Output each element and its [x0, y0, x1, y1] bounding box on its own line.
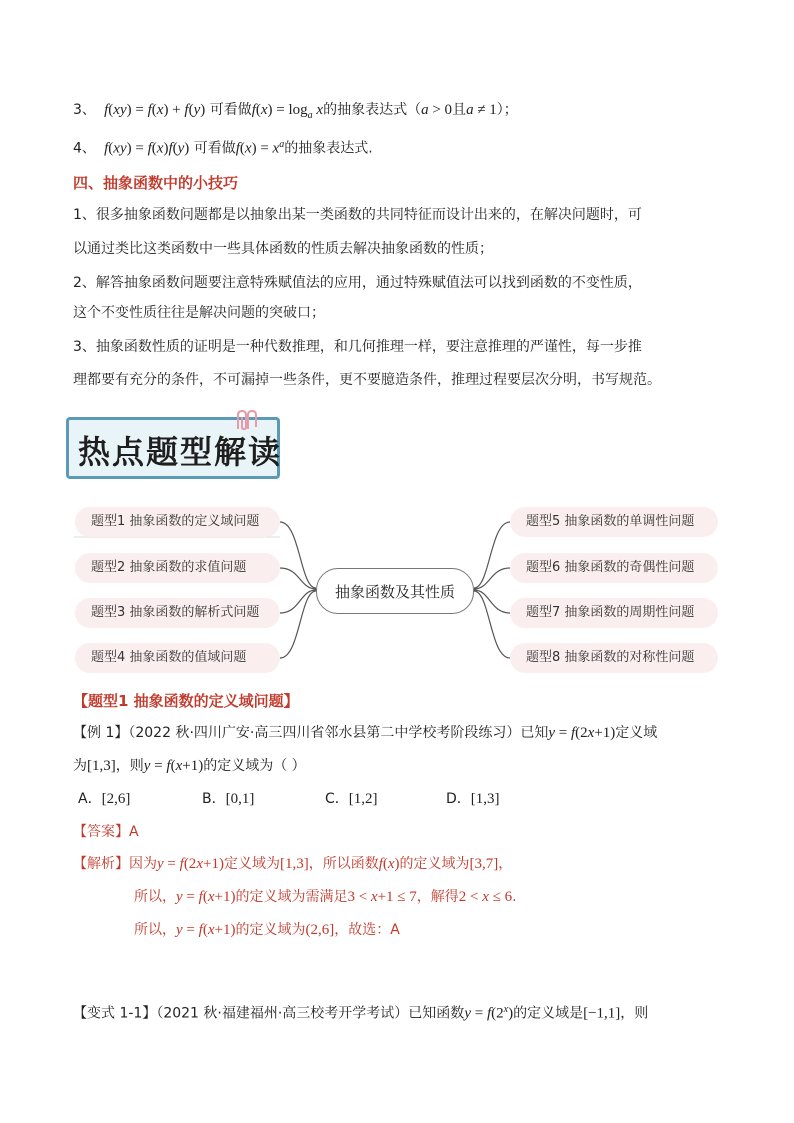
option-a: A．[2,6] — [78, 791, 131, 807]
formula-power-functional-eq: f — [100, 140, 109, 157]
section-heading: 四、抽象函数中的小技巧 — [73, 174, 239, 192]
type1-heading: 【题型1 抽象函数的定义域问题】 — [73, 692, 299, 710]
analysis-line-2: 所以，y = f(x+1)的定义域为需满足3 < x+1 ≤ 7，解得2 < x ≤ 6. — [134, 889, 517, 905]
mindmap-node-type5: 题型5 抽象函数的单调性问题 — [510, 507, 718, 537]
paragraph-3-line-1: 3、抽象函数性质的证明是一种代数推理，和几何推理一样，要注意推理的严谨性，每一步推 — [73, 339, 642, 355]
mindmap-node-type6: 题型6 抽象函数的奇偶性问题 — [510, 553, 718, 583]
example-1-line-1: 【例 1】（2022 秋·四川广安·高三四川省邻水县第二中学校考阶段练习）已知y = f(2x+1)定义域 — [73, 725, 658, 741]
analysis-line-3: 所以，y = f(x+1)的定义域为(2,6]，故选：A — [134, 922, 400, 938]
item-3: 3、 f(xy) = f(x) + f(y) 可看做$f(x) = \log_a x$的抽象表达式（a > 0且a ≠ 1）； — [73, 102, 518, 121]
mindmap-node-type1: 题型1 抽象函数的定义域问题 — [75, 507, 280, 537]
hot-topics-banner — [66, 409, 286, 481]
paragraph-1-line-2: 以通过类比这类函数中一些具体函数的性质去解决抽象函数的性质； — [73, 241, 493, 257]
variant-1-1: 【变式 1-1】（2021 秋·福建福州·高三校考开学考试）已知函数$y = f(2^x)$的定义域是[−1,1]，则 — [73, 1004, 649, 1022]
mindmap-node-type7: 题型7 抽象函数的周期性问题 — [510, 598, 718, 628]
paragraph-2-line-2: 这个不变性质往往是解决问题的突破口； — [73, 305, 325, 321]
mindmap-center: 抽象函数及其性质 — [316, 568, 474, 614]
mindmap-node-type2: 题型2 抽象函数的求值问题 — [75, 553, 280, 583]
banner-title: 热点题型解读 — [78, 433, 283, 471]
mindmap-node-type4: 题型4 抽象函数的值域问题 — [75, 643, 280, 673]
option-d: D．[1,3] — [446, 791, 500, 807]
mindmap-node-type8: 题型8 抽象函数的对称性问题 — [510, 643, 718, 673]
item-4: 4、 f(xy) = f(x)f(y) 可看做$f(x) = x^a$的抽象表达式. — [73, 139, 373, 157]
paragraph-3-line-2: 理都要有充分的条件，不可漏掉一些条件，更不要臆造条件，推理过程要层次分明，书写规范。 — [73, 372, 661, 388]
paper-clip-icon — [232, 409, 260, 431]
formula-log-functional-eq: f — [100, 102, 109, 118]
option-c: C．[1,2] — [325, 791, 378, 807]
mindmap-node-type3: 题型3 抽象函数的解析式问题 — [75, 598, 280, 628]
paragraph-2-line-1: 2、解答抽象函数问题要注意特殊赋值法的应用，通过特殊赋值法可以找到函数的不变性质， — [73, 275, 642, 291]
option-b: B．[0,1] — [202, 791, 255, 807]
answer: 【答案】A — [73, 824, 139, 840]
paragraph-1-line-1: 1、很多抽象函数问题都是以抽象出某一类函数的共同特征而设计出来的，在解决问题时，可 — [73, 207, 642, 223]
example-1-line-2: 为[1,3]，则y = f(x+1)的定义域为（ ） — [73, 758, 306, 774]
analysis-line-1: 【解析】因为y = f(2x+1)定义域为[1,3]，所以函数f(x)的定义域为[3,7]， — [73, 856, 513, 872]
